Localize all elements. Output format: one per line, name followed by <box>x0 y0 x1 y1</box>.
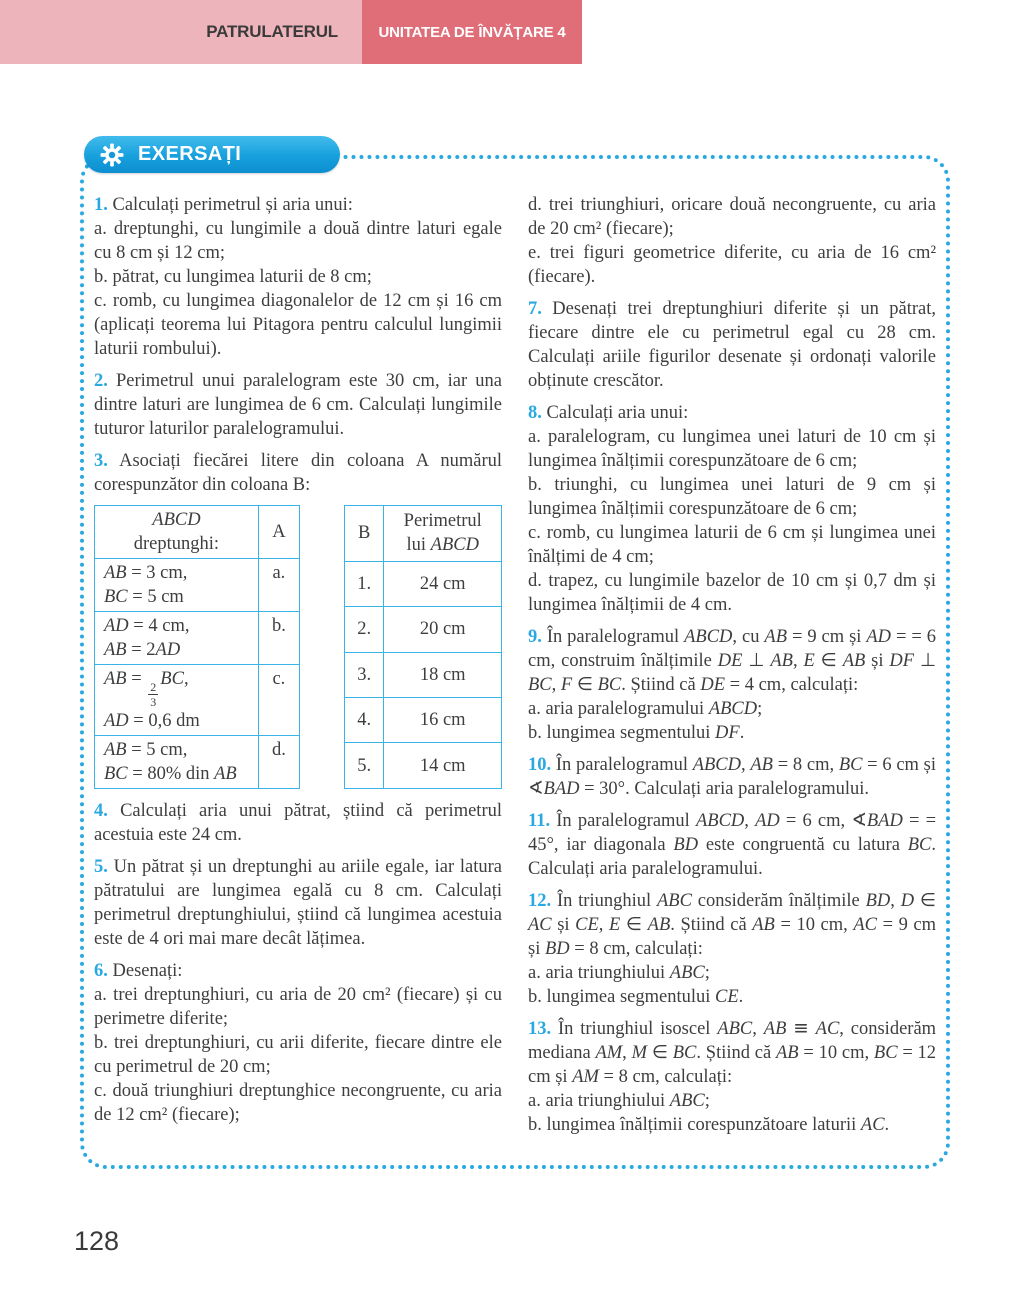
chapter-tab-label: PATRULATERUL <box>206 22 338 41</box>
match-table-b <box>344 505 502 789</box>
sub-item: b. triunghi, cu lungimea unei laturi de 9 cm și lungimea înălțimii corespunzătoare de 6 cm; <box>528 475 936 519</box>
table-cell: 2. <box>344 607 384 652</box>
sub-item: a. aria triunghiului ABC; <box>528 1091 710 1111</box>
exercise <box>528 297 936 393</box>
table-cell: B <box>344 506 384 562</box>
section-header <box>84 136 340 173</box>
sub-item: a. dreptunghi, cu lungimile a două dintre laturi egale cu 8 cm și 12 cm; <box>94 219 502 263</box>
exercise-number: 8. <box>528 403 542 423</box>
exercise <box>528 1017 936 1137</box>
sub-item: b. trei dreptunghiuri, cu arii diferite, fiecare dintre ele cu perimetrul de 20 cm; <box>94 1032 502 1077</box>
sub-item: b. lungimea înălțimii corespunzătoare laturii AC. <box>528 1115 890 1135</box>
exercise-number: 4. <box>94 800 108 821</box>
unit-tab-label: UNITATEA DE ÎNVĂȚARE 4 <box>378 23 566 41</box>
exercise-text: 12. În triunghiul ABC considerăm înălțimile BD, D ∈ AC și CE, E ∈ AB. Știind că AB = 10 cm, AC = 9 cm și BD = 8 cm, calculați: <box>528 890 936 959</box>
table-cell: AD = 4 cm, AB = 2AD <box>95 612 259 665</box>
table-cell: 16 cm <box>384 698 502 743</box>
sub-item: d. trapez, cu lungimile bazelor de 10 cm și 0,7 dm și lungimea înălțimii de 4 cm. <box>528 571 936 615</box>
table-cell: AB = $\frac{2}{3}$ BC, AD = 0,6 dm <box>95 665 259 736</box>
sub-item: c. romb, cu lungimea laturii de 6 cm și lungimea unei înălțimi de 4 cm; <box>528 523 936 567</box>
table-cell: 14 cm <box>384 743 502 788</box>
table-cell: 4. <box>344 698 384 743</box>
sub-item: a. aria paralelogramului ABCD; <box>528 699 763 719</box>
column-right <box>528 193 936 1165</box>
exercise-text: 3. Asociați fiecărei litere din coloana A numărul corespunzător din coloana B: <box>94 451 502 495</box>
exercise-text: 11. În paralelogramul ABCD, AD = 6 cm, ∢BAD = = 45°, iar diagonala BD este congruentă cu latura BC. Calculați aria paralelogramului. <box>528 810 936 879</box>
sub-item: a. trei dreptunghiuri, cu aria de 20 cm² (fiecare) și cu perimetre diferite; <box>94 984 502 1029</box>
section-title: EXERSAȚI <box>138 143 242 165</box>
exercise <box>528 401 936 617</box>
unit-tab <box>362 0 582 64</box>
exercise-number: 6. <box>94 960 108 981</box>
gear-icon <box>99 142 125 168</box>
exercise <box>528 193 936 289</box>
exercise-text: 8. Calculați aria unui: <box>528 403 689 423</box>
sub-item: e. trei figuri geometrice diferite, cu aria de 16 cm² (fiecare). <box>528 243 936 287</box>
table-cell: a. <box>258 559 299 612</box>
table-cell: AB = 5 cm, BC = 80% din AB <box>95 735 259 788</box>
table-cell: 1. <box>344 561 384 606</box>
table-cell: AB = 3 cm, BC = 5 cm <box>95 559 259 612</box>
sub-item: c. romb, cu lungimea diagonalelor de 12 cm și 16 cm (aplicați teorema lui Pitagora pentru calculul lungimii laturii rombului). <box>94 291 502 359</box>
exercise-number: 3. <box>94 451 108 471</box>
exercise <box>528 753 936 801</box>
exercise <box>528 809 936 881</box>
exercise-text: 2. Perimetrul unui paralelogram este 30 cm, iar una dintre laturi are lungimea de 6 cm. Calculați lungimile tuturor laturilor paralelogramului. <box>94 371 502 439</box>
exercise <box>528 625 936 745</box>
exercise-text: 1. Calculați perimetrul și aria unui: <box>94 195 353 215</box>
table-cell: d. <box>258 735 299 788</box>
exercise-number: 13. <box>528 1019 552 1039</box>
exercise-number: 7. <box>528 299 542 319</box>
exercise <box>528 889 936 1009</box>
exercise-text: 9. În paralelogramul ABCD, cu AB = 9 cm și AD = = 6 cm, construim înălțimile DE ⊥ AB, E ∈ AB și DF ⊥ BC, F ∈ BC. Știind că DE = 4 cm, calculați: <box>528 627 936 695</box>
match-tables <box>94 505 502 789</box>
sub-item: b. lungimea segmentului DF. <box>528 723 745 743</box>
exercise-text: 6. Desenați: <box>94 960 183 981</box>
sub-item: a. paralelogram, cu lungimea unei laturi de 10 cm și lungimea înălțimii corespunzătoare de 6 cm; <box>528 427 936 471</box>
exercise <box>94 193 502 361</box>
exercise <box>94 799 502 847</box>
table-cell: c. <box>258 665 299 736</box>
sub-item: b. pătrat, cu lungimea laturii de 8 cm; <box>94 267 372 287</box>
exercise-text: 10. În paralelogramul ABCD, AB = 8 cm, BC = 6 cm și ∢BAD = 30°. Calculați aria paralelogramului. <box>528 755 936 799</box>
fraction: $\frac{2}{3}$ <box>150 679 157 710</box>
exercise-text: 4. Calculați aria unui pătrat, știind că perimetrul acestuia este 24 cm. <box>94 800 502 845</box>
exercise-number: 1. <box>94 195 108 215</box>
exercise <box>94 449 502 497</box>
exercise-text: 13. În triunghiul isoscel ABC, AB ≡ AC, considerăm mediana AM, M ∈ BC. Știind că AB = 10 cm, BC = 12 cm și AM = 8 cm, calculați: <box>528 1018 936 1087</box>
exercise-columns <box>94 193 936 1165</box>
exercise-number: 2. <box>94 371 108 391</box>
exercise-number: 10. <box>528 755 552 775</box>
table-cell: 3. <box>344 652 384 697</box>
table-cell: b. <box>258 612 299 665</box>
exercise-number: 5. <box>94 856 108 877</box>
table-cell: 18 cm <box>384 652 502 697</box>
exercise <box>94 369 502 441</box>
page-number: 128 <box>74 1226 120 1256</box>
exercise-text: 7. Desenați trei dreptunghiuri diferite și un pătrat, fiecare dintre ele cu perimetrul egal cu 28 cm. Calculați ariile figurilor desenate și ordonați valorile obținute crescător. <box>528 299 936 391</box>
table-cell: ABCD dreptunghi: <box>95 506 259 559</box>
column-left <box>94 193 502 1165</box>
sub-item: d. trei triunghiuri, oricare două necongruente, cu aria de 20 cm² (fiecare); <box>528 195 936 239</box>
chapter-tab <box>0 0 362 64</box>
exercise-text: 5. Un pătrat și un dreptunghi au ariile egale, iar latura pătratului are lungimea egală cu 8 cm. Calculați perimetrul dreptunghiului, știind că lungimea acestuia este de 4 ori mai mare decât lățimea. <box>94 856 502 949</box>
sub-item: a. aria triunghiului ABC; <box>528 963 710 983</box>
table-cell: Perimetrul lui ABCD <box>384 506 502 562</box>
exercise-number: 12. <box>528 891 552 911</box>
table-cell: A <box>258 506 299 559</box>
exercise <box>94 959 502 1127</box>
exercise <box>94 855 502 951</box>
exercise-number: 11. <box>528 811 551 831</box>
table-cell: 20 cm <box>384 607 502 652</box>
sub-item: b. lungimea segmentului CE. <box>528 987 744 1007</box>
sub-item: c. două triunghiuri dreptunghice necongruente, cu aria de 12 cm² (fiecare); <box>94 1080 502 1125</box>
table-cell: 5. <box>344 743 384 788</box>
table-cell: 24 cm <box>384 561 502 606</box>
match-table-a <box>94 505 300 789</box>
exercise-number: 9. <box>528 627 542 647</box>
exercises-panel <box>80 155 950 1169</box>
